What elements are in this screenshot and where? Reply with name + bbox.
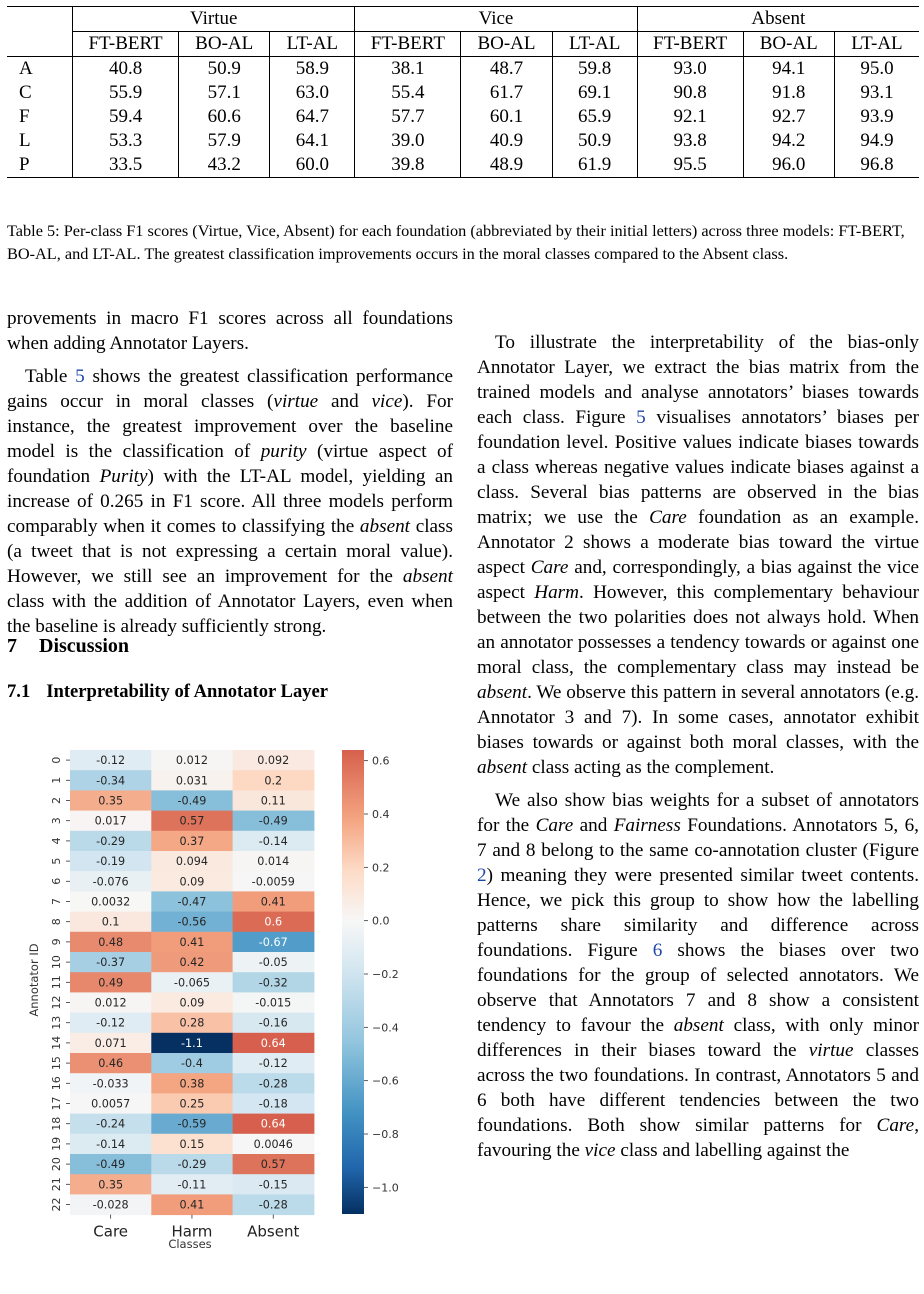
y-tick-label: 7: [50, 898, 63, 905]
table-row-label: P: [7, 153, 73, 178]
table-cell: 57.7: [355, 105, 461, 129]
table-cell: 60.0: [270, 153, 355, 178]
table-cell: 64.1: [270, 129, 355, 153]
bias-heatmap: [0, 740, 470, 1294]
emphasis: purity: [260, 441, 307, 462]
heatmap-cell-label: 0.64: [260, 1036, 286, 1050]
heatmap-cell-label: -0.28: [258, 1077, 288, 1091]
heatmap-cell-label: 0.2: [264, 774, 283, 788]
heatmap-cell-label: 0.41: [260, 895, 286, 909]
heatmap-cell-label: -0.67: [258, 935, 288, 949]
heatmap-cell-label: -0.028: [92, 1198, 129, 1212]
y-tick-label: 4: [50, 837, 63, 845]
table-cell: 95.5: [637, 153, 743, 178]
left-paragraph-2: [7, 364, 453, 639]
heatmap-cell-label: 0.42: [179, 956, 205, 970]
section-number: 7: [7, 635, 17, 657]
text-run: class acting as the complement.: [527, 757, 775, 778]
y-tick-label: 12: [50, 995, 63, 1010]
table-cell: 94.2: [743, 129, 834, 153]
table-cell: 50.9: [552, 129, 637, 153]
heatmap-cell-label: -0.14: [96, 1137, 126, 1151]
emphasis: Purity: [99, 466, 148, 487]
table-cell: 58.9: [270, 57, 355, 82]
heatmap-cell-label: 0.071: [94, 1036, 127, 1050]
heatmap-cell-label: -0.37: [96, 956, 126, 970]
y-tick-label: 10: [50, 955, 63, 970]
table-cell: 69.1: [552, 81, 637, 105]
emphasis: Harm: [534, 582, 579, 603]
table-cell: 93.9: [834, 105, 919, 129]
table-cell: 38.1: [355, 57, 461, 82]
colorbar-tick-label: 0.2: [372, 861, 390, 875]
text-run: classes across the two foundations. In contrast, Annotators 5 and 6 both have different tendencies between the two foundations. Both show similar patterns for: [477, 1040, 920, 1136]
emphasis: vice: [584, 1140, 616, 1161]
text-run: To illustrate the interpretability of the bias-only Annotator Layer, we extract the bias matrix from the trained models and analyse annotators’ biases towards each class. Figure: [477, 332, 919, 428]
table-model-header: LT-AL: [552, 32, 637, 57]
table-row: [7, 129, 919, 153]
reference-link[interactable]: 6: [652, 940, 663, 961]
heatmap-cell-label: 0.1: [101, 915, 120, 929]
table-cell: 91.8: [743, 81, 834, 105]
y-tick-label: 22: [50, 1197, 63, 1212]
heatmap-cell-label: -0.28: [258, 1198, 288, 1212]
heatmap-cell-label: 0.031: [175, 774, 208, 788]
y-tick-label: 17: [50, 1096, 63, 1111]
text-run: . However, this complementary behaviour between the two polarities does not always hold. When an annotator possesses a tendency towards or against one moral class, the complementary class may instead be: [477, 582, 919, 678]
text-run: and: [573, 815, 614, 836]
text-run: and, correspondingly, a bias against the vice aspect: [477, 557, 919, 603]
subsection-heading: [7, 681, 328, 703]
table-cell: 57.1: [179, 81, 270, 105]
emphasis: virtue: [273, 391, 319, 412]
table-cell: 48.7: [461, 57, 552, 82]
heatmap-cell-label: -0.47: [177, 895, 207, 909]
table-model-header: BO-AL: [179, 32, 270, 57]
heatmap-cell-label: 0.48: [98, 935, 124, 949]
heatmap-cell-label: -0.32: [258, 976, 288, 990]
y-tick-label: 6: [50, 877, 63, 885]
table-cell: 43.2: [179, 153, 270, 178]
colorbar-tick-label: −0.8: [372, 1128, 399, 1141]
table-model-header: LT-AL: [270, 32, 355, 57]
emphasis: absent: [359, 516, 411, 537]
heatmap-cell-label: 0.11: [260, 794, 286, 808]
heatmap-cell-label: 0.49: [98, 976, 124, 990]
table-cell: 48.9: [461, 153, 552, 178]
heatmap-cell-label: -0.49: [96, 1158, 126, 1172]
emphasis: Care: [876, 1115, 915, 1136]
heatmap-cell-label: -0.12: [96, 1016, 126, 1030]
table-cell: 39.8: [355, 153, 461, 178]
heatmap-cell-label: -0.015: [255, 996, 292, 1010]
table-cell: 96.8: [834, 153, 919, 178]
right-column: [477, 330, 919, 1163]
right-paragraph-2: [477, 788, 919, 1163]
table-model-header: BO-AL: [743, 32, 834, 57]
heatmap-cell-label: -0.12: [258, 1057, 288, 1071]
table-corner: [7, 7, 73, 32]
text-run: ) with the LT-AL model, yielding an increase of 0.265 in F1 score. All three models perform comparably when it comes to classifying the: [7, 466, 453, 537]
text-run: . We observe this pattern in several annotators (e.g. Annotator 3 and 7). In some cases, annotator exhibit biases towards or against both moral classes, with the: [477, 682, 919, 753]
table-cell: 55.4: [355, 81, 461, 105]
emphasis: virtue: [808, 1040, 854, 1061]
colorbar-tick-label: −0.4: [372, 1021, 399, 1035]
y-tick-label: 20: [50, 1157, 63, 1172]
heatmap-cell-label: -0.59: [177, 1117, 207, 1131]
heatmap-cell-label: 0.41: [179, 1198, 205, 1212]
emphasis: absent: [402, 566, 453, 587]
table-model-header: LT-AL: [834, 32, 919, 57]
heatmap-cell-label: 0.15: [179, 1137, 205, 1151]
colorbar-tick-label: −0.2: [372, 968, 399, 981]
heatmap-cell-label: 0.25: [179, 1097, 205, 1111]
table-model-header: FT-BERT: [637, 32, 743, 57]
text-run: Table: [25, 366, 76, 387]
table-cell: 55.9: [73, 81, 179, 105]
table-row-label: C: [19, 82, 32, 103]
table-group-header: Absent: [637, 7, 919, 32]
colorbar-tick-label: −0.6: [372, 1074, 399, 1088]
y-tick-label: 3: [50, 817, 63, 825]
heatmap-cell-label: -0.11: [177, 1178, 207, 1192]
table-group-header: Virtue: [73, 7, 355, 32]
table-cell: 94.1: [743, 57, 834, 82]
table-row: [7, 153, 919, 178]
heatmap-cell-label: -0.49: [177, 794, 207, 808]
table-model-header: BO-AL: [461, 32, 552, 57]
emphasis: Care: [530, 557, 569, 578]
text-run: class, with only minor differences in their biases toward the: [477, 1015, 919, 1061]
x-tick-label: Harm: [171, 1222, 213, 1241]
heatmap-cell-label: -0.076: [92, 875, 129, 889]
heatmap-cell-label: 0.014: [257, 855, 290, 869]
x-tick-label: Care: [93, 1222, 129, 1241]
table-cell: 39.0: [355, 129, 461, 153]
heatmap-cell-label: -0.18: [258, 1097, 288, 1111]
table-cell: 40.9: [461, 129, 552, 153]
y-tick-label: 9: [50, 938, 63, 946]
table-cell: 50.9: [179, 57, 270, 82]
heatmap-cell-label: 0.0057: [91, 1097, 131, 1111]
emphasis: absent: [477, 757, 528, 778]
heatmap-cell-label: 0.41: [179, 935, 205, 949]
table-cell: 61.7: [461, 81, 552, 105]
table-caption: Table 5: Per-class F1 scores (Virtue, Vice, Absent) for each foundation (abbreviated by their initial letters) across three models: FT-BERT, BO-AL, and LT-AL. The greatest classification improvements occurs in the moral classes compared to the Absent class.: [7, 221, 905, 263]
results-table: [7, 6, 919, 178]
section-heading: [7, 635, 129, 658]
heatmap-cell-label: -0.0059: [251, 875, 295, 889]
heatmap-cell-label: 0.57: [179, 814, 205, 828]
heatmap-cell-label: 0.35: [98, 794, 124, 808]
table-cell: 93.1: [834, 81, 919, 105]
heatmap-cell-label: 0.012: [94, 996, 127, 1010]
y-tick-label: 2: [50, 797, 63, 804]
heatmap-cell-label: -0.19: [96, 855, 126, 869]
heatmap-cell-label: 0.35: [98, 1178, 124, 1192]
heatmap-cell-label: 0.0032: [91, 895, 131, 909]
reference-link[interactable]: 5: [75, 366, 85, 387]
table-cell: 63.0: [270, 81, 355, 105]
y-tick-label: 16: [50, 1076, 63, 1091]
heatmap-cell-label: -0.34: [96, 774, 126, 788]
text-run: , favouring the: [477, 1115, 919, 1161]
heatmap-cell-label: -1.1: [181, 1036, 203, 1050]
text-run: ). For instance, the greatest improvement over the baseline model is the classification of: [7, 391, 454, 462]
left-paragraph-1: provements in macro F1 scores across all foundations when adding Annotator Layers.: [7, 308, 453, 354]
text-run: (virtue aspect of foundation: [7, 441, 453, 487]
text-run: We also show bias weights for a subset of annotators for the: [477, 790, 919, 836]
table-cell: 95.0: [834, 57, 919, 82]
y-tick-label: 15: [50, 1056, 63, 1071]
table-cell: 94.9: [834, 129, 919, 153]
heatmap-cell-label: -0.49: [258, 814, 288, 828]
heatmap-cell-label: 0.6: [264, 915, 283, 929]
text-run: class (a tweet that is not expressing a certain moral value). However, we still see an improvement for the: [7, 516, 453, 587]
reference-link[interactable]: 2: [477, 865, 487, 886]
section-title: Discussion: [39, 635, 130, 657]
heatmap-cell-label: 0.017: [94, 814, 127, 828]
y-tick-label: 8: [50, 918, 63, 926]
heatmap-cell-label: -0.033: [92, 1077, 129, 1091]
reference-link[interactable]: 5: [636, 407, 646, 428]
colorbar-tick-label: 0.4: [372, 808, 390, 821]
colorbar-tick-label: 0.0: [372, 914, 390, 928]
text-run: class and labelling against the: [615, 1140, 850, 1161]
table-corner: [7, 32, 73, 57]
table-cell: 57.9: [179, 129, 270, 153]
text-run: foundation as an example. Annotator 2 shows a moderate bias toward the virtue aspect: [477, 507, 919, 578]
y-tick-label: 1: [50, 776, 63, 784]
table-group-header: Vice: [355, 7, 637, 32]
emphasis: absent: [477, 682, 528, 703]
heatmap-cell-label: -0.16: [258, 1016, 288, 1030]
table-cell: 33.5: [73, 153, 179, 178]
heatmap-cell-label: 0.28: [179, 1016, 205, 1030]
left-column: [7, 306, 453, 639]
y-tick-label: 11: [50, 975, 63, 990]
table-cell: 65.9: [552, 105, 637, 129]
heatmap-cell-label: -0.29: [177, 1158, 207, 1172]
table-cell: 96.0: [743, 153, 834, 178]
y-tick-label: 13: [50, 1015, 63, 1030]
emphasis: absent: [673, 1015, 724, 1036]
heatmap-cell-label: 0.094: [175, 855, 208, 869]
emphasis: vice: [371, 391, 403, 412]
table-cell: 92.7: [743, 105, 834, 129]
heatmap-cell-label: 0.092: [257, 754, 290, 768]
text-run: ) meaning they were presented similar tweet contents. Hence, we pick this group to show how the labelling patterns share similarity and difference across foundations. Figure: [477, 865, 919, 961]
table-cell: 59.4: [73, 105, 179, 129]
table-row: [7, 105, 919, 129]
heatmap-cell-label: 0.0046: [253, 1137, 293, 1151]
emphasis: Fairness: [613, 815, 681, 836]
table-cell: 59.8: [552, 57, 637, 82]
emphasis: Care: [649, 507, 687, 528]
table-cell: 53.3: [73, 129, 179, 153]
heatmap-cell-label: -0.4: [181, 1057, 203, 1071]
table-cell: 60.6: [179, 105, 270, 129]
heatmap-cell-label: -0.24: [96, 1117, 126, 1131]
heatmap-cell-label: 0.09: [179, 875, 205, 889]
colorbar: [342, 750, 364, 1214]
heatmap-cell-label: -0.15: [258, 1178, 288, 1192]
text-run: and: [318, 391, 372, 412]
table-row-label: L: [19, 130, 31, 151]
heatmap-cell-label: -0.065: [173, 976, 210, 990]
table-cell: 61.9: [552, 153, 637, 178]
y-tick-label: 19: [50, 1136, 63, 1151]
colorbar-tick-label: 0.6: [372, 754, 390, 768]
table-row: [7, 81, 919, 105]
y-tick-label: 0: [50, 756, 63, 764]
heatmap-cell-label: 0.64: [260, 1117, 286, 1131]
y-tick-label: 5: [50, 857, 63, 865]
heatmap-cell-label: -0.12: [96, 754, 126, 768]
table-cell: 93.8: [637, 129, 743, 153]
text-run: shows the greatest classification performance gains occur in moral classes (: [7, 366, 453, 412]
text-run: shows the biases over two foundations for the group of selected annotators. We observe that Annotators 7 and 8 show a consistent tendency to favour the: [477, 940, 919, 1036]
table-model-header: FT-BERT: [73, 32, 179, 57]
emphasis: Care: [535, 815, 574, 836]
heatmap-cell-label: 0.57: [260, 1158, 286, 1172]
heatmap-cell-label: 0.012: [175, 754, 208, 768]
table-row-label: A: [19, 58, 33, 79]
text-run: class with the addition of Annotator Layers, even when the baseline is already sufficiently strong.: [7, 591, 453, 637]
text-run: visualises annotators’ biases per foundation level. Positive values indicate biases towards a class whereas negative values indicate biases against a class. Several bias patterns are observed in the bias matrix; we use the: [477, 407, 919, 528]
table-cell: 60.1: [461, 105, 552, 129]
right-paragraph-1: [477, 330, 919, 780]
heatmap-cell-label: 0.46: [98, 1057, 124, 1071]
y-tick-label: 14: [50, 1035, 63, 1050]
heatmap-cell-label: 0.09: [179, 996, 205, 1010]
table-cell: 92.1: [637, 105, 743, 129]
table-row-label: F: [19, 106, 30, 127]
subsection-title: Interpretability of Annotator Layer: [46, 681, 329, 702]
y-axis-label: Annotator ID: [27, 943, 41, 1017]
table-model-header: FT-BERT: [355, 32, 461, 57]
subsection-number: 7.1: [7, 681, 31, 702]
text-run: Foundations. Annotators 5, 6, 7 and 8 belong to the same co-annotation cluster (Figure: [477, 815, 919, 861]
heatmap-cell-label: -0.14: [258, 834, 288, 848]
table-cell: 90.8: [637, 81, 743, 105]
y-tick-label: 21: [50, 1177, 63, 1192]
heatmap-cell-label: 0.37: [179, 834, 205, 848]
heatmap-cell-label: 0.38: [179, 1077, 205, 1091]
table-row: [7, 57, 919, 82]
heatmap-cell-label: -0.05: [258, 956, 288, 970]
table-cell: 40.8: [73, 57, 179, 82]
x-axis-label: Classes: [168, 1237, 212, 1251]
table-cell: 64.7: [270, 105, 355, 129]
heatmap-cell-label: -0.56: [177, 915, 207, 929]
x-tick-label: Absent: [247, 1222, 300, 1241]
table-cell: 93.0: [637, 57, 743, 82]
y-tick-label: 18: [50, 1116, 63, 1131]
heatmap-cell-label: -0.29: [96, 834, 126, 848]
colorbar-tick-label: −1.0: [372, 1181, 399, 1195]
